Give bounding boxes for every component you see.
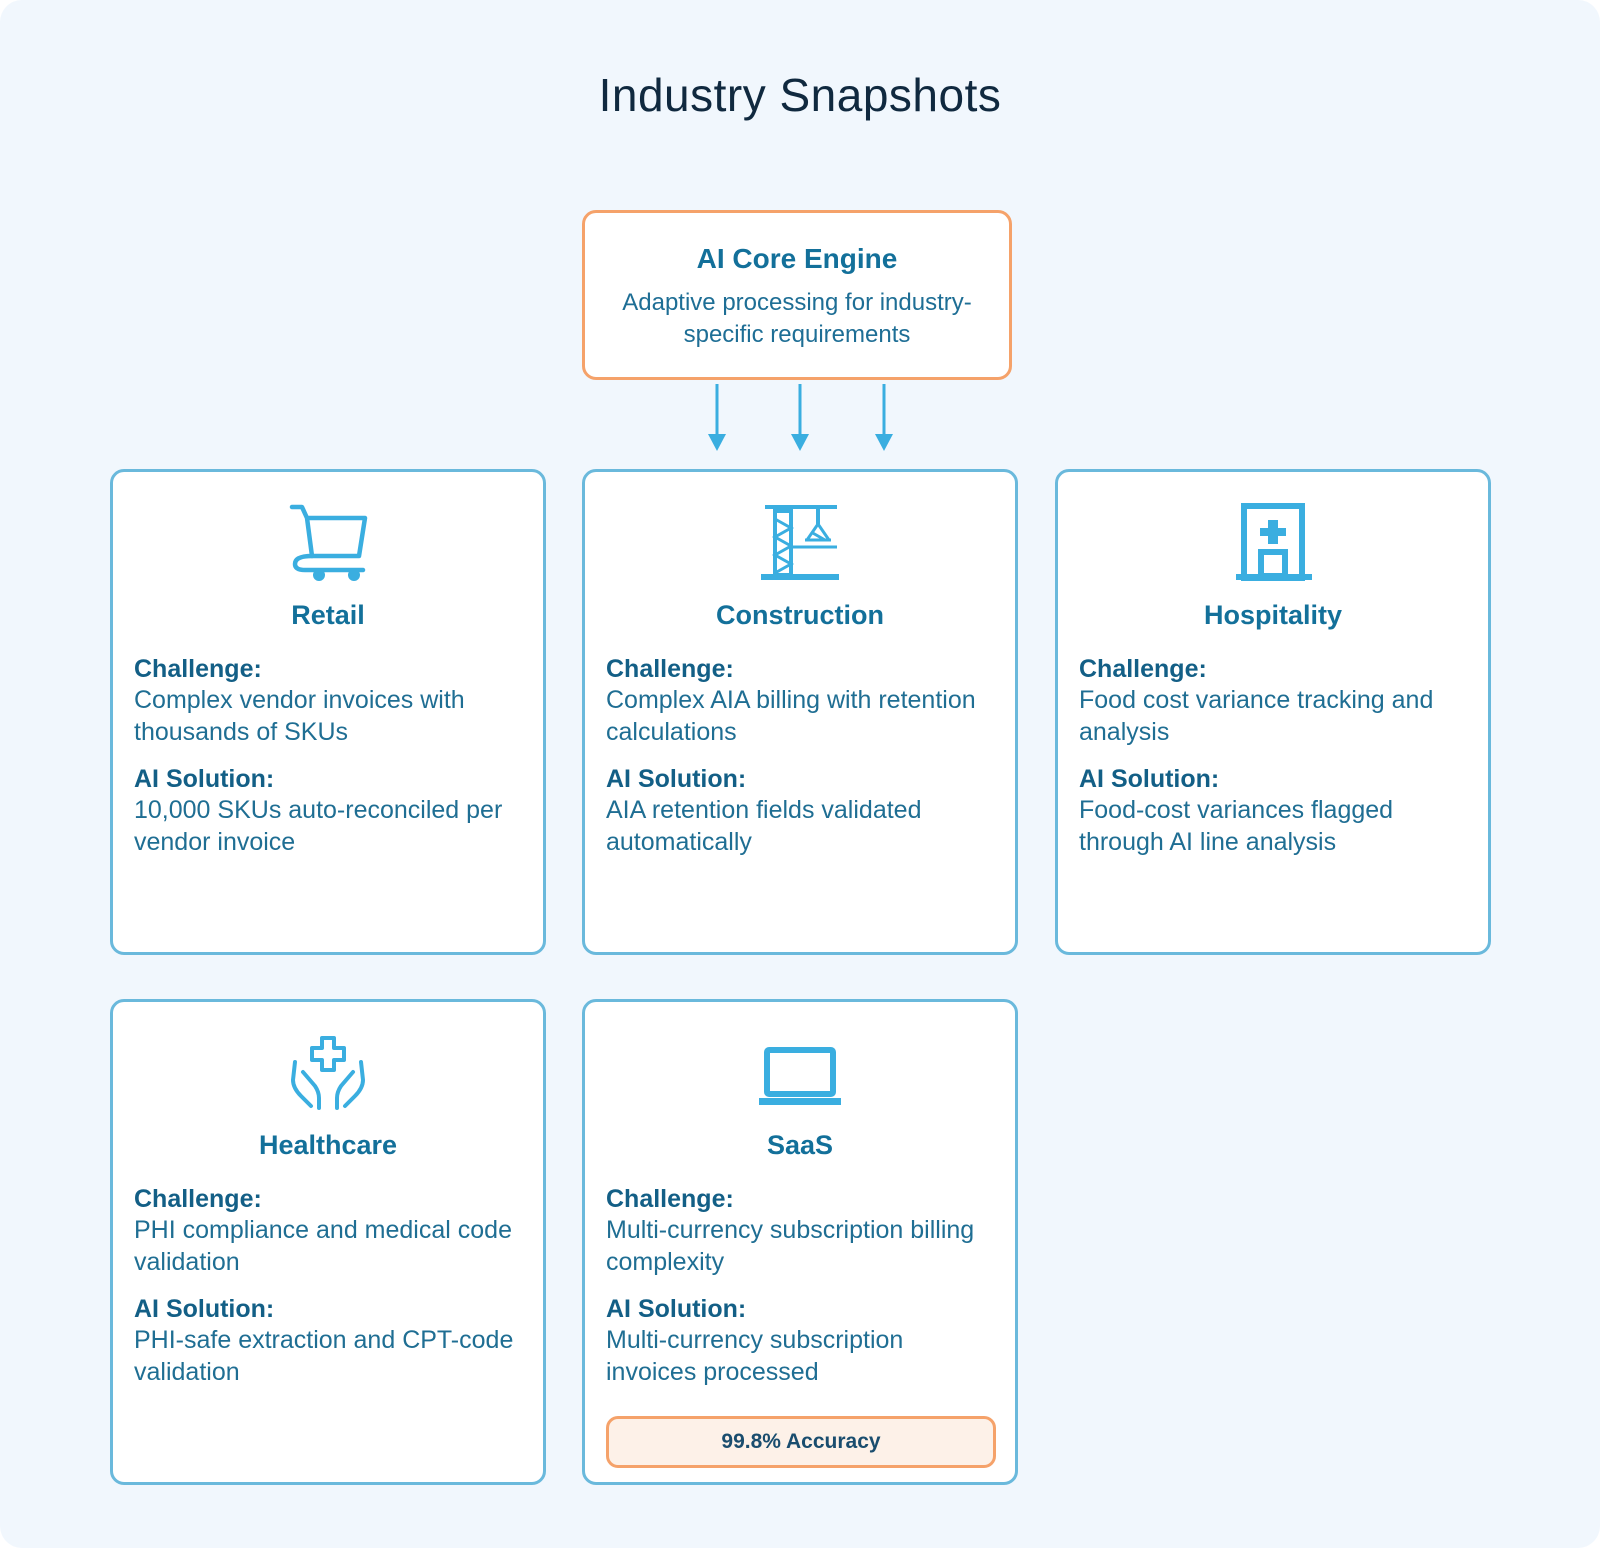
card-body: [606, 654, 996, 874]
card-title: Retail: [291, 600, 365, 630]
card-body: [134, 654, 524, 874]
arrow-center-head: [791, 434, 809, 451]
challenge-label: Challenge:: [134, 655, 262, 683]
solution-label: AI Solution:: [606, 1295, 747, 1323]
solution-text: PHI-safe extraction and CPT-code validation: [134, 1326, 514, 1386]
crane-icon: [585, 502, 1015, 584]
laptop-icon: [585, 1032, 1015, 1114]
connector-arrows: [0, 0, 1600, 470]
card-construction: [582, 469, 1018, 955]
solution-text: Food-cost variances flagged through AI line analysis: [1079, 796, 1394, 856]
arrow-left-head: [708, 434, 726, 451]
challenge-text: Food cost variance tracking and analysis: [1079, 686, 1434, 746]
card-body: [1079, 654, 1469, 874]
card-title: SaaS: [766, 1130, 834, 1160]
challenge-text: Complex AIA billing with retention calculations: [606, 686, 976, 746]
card-body: [134, 1184, 524, 1404]
challenge-text: Multi-currency subscription billing complexity: [606, 1216, 975, 1276]
caring-hands-cross-icon: [113, 1032, 543, 1114]
challenge-label: Challenge:: [1079, 655, 1207, 683]
solution-label: AI Solution:: [606, 765, 747, 793]
solution-label: AI Solution:: [134, 765, 275, 793]
arrow-right-head: [875, 434, 893, 451]
solution-text: Multi-currency subscription invoices processed: [606, 1326, 904, 1386]
card-title: Construction: [716, 600, 884, 630]
card-title: Hospitality: [1203, 600, 1343, 630]
challenge-text: Complex vendor invoices with thousands of SKUs: [134, 686, 465, 746]
card-retail: [110, 469, 546, 955]
solution-label: AI Solution:: [1079, 765, 1220, 793]
solution-text: 10,000 SKUs auto-reconciled per vendor invoice: [134, 796, 503, 856]
card-hospitality: [1055, 469, 1491, 955]
card-title: Healthcare: [258, 1130, 398, 1160]
core-description: Adaptive processing for industry-specific requirements: [622, 289, 972, 348]
card-healthcare: [110, 999, 546, 1485]
page-title: Industry Snapshots: [598, 69, 1002, 121]
challenge-label: Challenge:: [606, 655, 734, 683]
solution-text: AIA retention fields validated automatically: [606, 796, 922, 856]
hospital-building-icon: [1058, 502, 1488, 584]
card-body: [606, 1184, 996, 1404]
core-title: AI Core Engine: [696, 243, 898, 274]
challenge-label: Challenge:: [606, 1185, 734, 1213]
shopping-cart-icon: [113, 502, 543, 584]
challenge-text: PHI compliance and medical code validation: [134, 1216, 512, 1276]
accuracy-badge: 99.8% Accuracy: [606, 1416, 996, 1468]
card-saas: [582, 999, 1018, 1485]
challenge-label: Challenge:: [134, 1185, 262, 1213]
solution-label: AI Solution:: [134, 1295, 275, 1323]
